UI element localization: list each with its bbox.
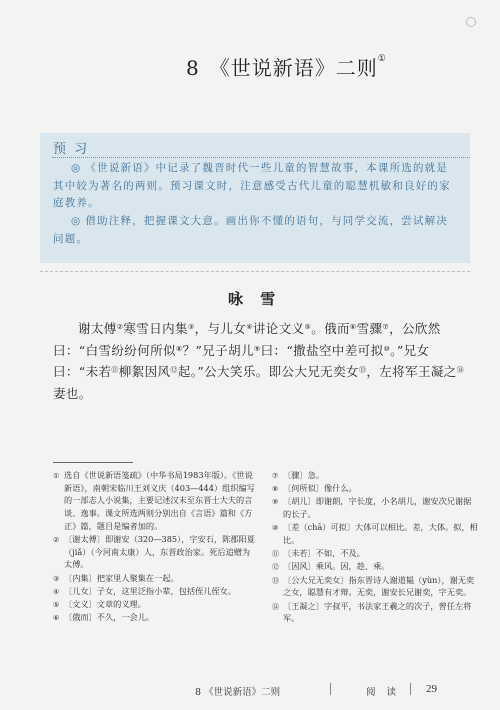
- page-number: 29: [426, 683, 437, 695]
- note-reference: ⑩: [383, 344, 391, 353]
- footnote: [53, 533, 258, 571]
- footnote-text: 〔未若〕不如，不及。: [283, 548, 365, 559]
- footnote-mark: ③: [53, 574, 60, 583]
- footnote-mark: ④: [53, 587, 60, 596]
- text-segment: 妻也。: [53, 385, 92, 401]
- footnote-text: 〔骤〕急。: [283, 470, 324, 480]
- note-reference: ⑭: [456, 366, 465, 374]
- note-reference: ④: [246, 323, 253, 331]
- text-segment: 谢太傅: [78, 321, 117, 336]
- text-segment: 寒雪日内集: [123, 321, 188, 336]
- footnote: [272, 482, 478, 495]
- footnote-text: 〔胡儿〕即谢朗，字长度，小名胡儿，谢安次兄谢据的长子。: [283, 496, 472, 520]
- lesson-title-text: 《世说新语》二则: [209, 56, 378, 80]
- note-reference: ⑧: [175, 344, 183, 353]
- note-reference: ③: [187, 323, 195, 331]
- note-reference: ⑫: [170, 366, 178, 374]
- footer-divider: [330, 683, 331, 695]
- footnote: [53, 585, 258, 598]
- footnote: [272, 521, 478, 546]
- footnote: [272, 547, 478, 560]
- note-reference: ⑪: [111, 366, 119, 374]
- footnote-text: 〔公大兄无奕女〕指东晋诗人谢道韫（yùn），谢无奕之女，聪慧有才辩。无奕，谢安长兄谢奕，字无奕。: [283, 574, 475, 598]
- text-segment: ，公欣然曰：“白雪纷纷何所似: [53, 321, 441, 358]
- footnotes-left-column: [53, 469, 258, 624]
- footnote-mark: ⑫: [272, 563, 279, 572]
- footnote-mark: ⑧: [272, 485, 279, 494]
- show-through-text: [255, 88, 335, 101]
- footer-section: 阅 读: [366, 687, 401, 698]
- text-segment: ，与儿女: [194, 321, 247, 336]
- page-footer: [0, 682, 500, 698]
- footer-lesson: 8 《世说新语》二则: [195, 687, 281, 698]
- footnote-text: 〔文义〕文章的义理。: [64, 599, 146, 610]
- footnote: [53, 469, 258, 533]
- footnote-text: 〔何所似〕像什么。: [283, 483, 357, 494]
- footnote-mark: ⑨: [272, 498, 279, 507]
- note-reference: ⑤: [304, 323, 312, 331]
- note-reference: ⑨: [253, 344, 261, 353]
- bullet-icon: ◎: [71, 215, 82, 227]
- title-note-mark: ①: [377, 54, 387, 64]
- lesson-title: [186, 52, 387, 81]
- lesson-number: 8: [186, 56, 200, 80]
- text-segment: 曰：“撒盐空中差可拟: [260, 342, 384, 358]
- note-reference: ⑦: [382, 323, 390, 331]
- footnote: [53, 572, 258, 585]
- footnote: [53, 611, 258, 624]
- footnotes-right-column: [272, 469, 478, 625]
- footer-divider: [410, 683, 411, 695]
- text-title: 咏 雪: [228, 290, 282, 308]
- text-segment: 。俄而: [311, 321, 350, 336]
- text-segment: ？”兄子胡儿: [182, 342, 254, 358]
- footnote: [272, 600, 478, 625]
- footnote-mark: ⑤: [53, 601, 60, 610]
- footnote-rule: [53, 462, 133, 463]
- text-segment: 柳絮因风: [118, 364, 171, 379]
- footnote-mark: ⑥: [53, 614, 60, 623]
- preview-paragraph: ◎ 借助注释，把握课文大意。画出你不懂的语句，与同学交流，尝试解决问题。: [53, 215, 449, 245]
- footnote-text: 〔儿女〕子女，这里泛指小辈，包括侄儿侄女。: [64, 585, 236, 596]
- text-segment: 。”兄女曰：“未若: [53, 342, 430, 379]
- note-reference: ②: [116, 323, 124, 331]
- footnote-text: 〔谢太傅〕即谢安（320—385），字安石，陈郡阳夏（jiǎ）（今河南太康）人，东晋政治家。死后追赠为太傅。: [64, 534, 255, 570]
- footnote-text: 〔俄而〕不久，一会儿。: [64, 612, 155, 623]
- footnote-mark: ⑪: [272, 550, 279, 559]
- footnote-mark: ②: [53, 536, 60, 545]
- footnote: [272, 469, 478, 482]
- footnote-text: 选自《世说新语笺疏》（中华书局1983年版）。《世说新语》，南朝宋临川王刘义庆（403—444）组织编写的一部志人小说集，主要记述汉末至东晋士大夫的言谈、逸事。课文所选两则分别出自《言语》篇和《方正》篇，题目是编者加的。: [64, 470, 255, 531]
- footnote-text: 〔内集〕把家里人聚集在一起。: [64, 572, 179, 583]
- footnote: [272, 574, 478, 599]
- footnote: [272, 495, 478, 520]
- note-reference: ⑥: [349, 323, 357, 331]
- preview-heading: 预 习: [53, 142, 90, 157]
- text-segment: 起。”公大笑乐。即公大兄无奕女: [177, 364, 359, 379]
- text-segment: 讲论文义: [252, 321, 305, 336]
- footnote-text: 〔王凝之〕字叔平，书法家王羲之的次子，曾任左将军。: [283, 600, 472, 624]
- text-segment: ，左将军王凝之: [366, 364, 457, 379]
- footnote-text: 〔差（chā）可拟〕大体可以相比。差，大体。拟，相比。: [283, 522, 478, 546]
- page-corner-mark: [466, 17, 476, 27]
- bullet-icon: ◎: [71, 162, 82, 174]
- footnote-mark: ⑩: [272, 524, 279, 533]
- note-reference: ⑬: [358, 366, 367, 374]
- footnote: [53, 598, 258, 611]
- preview-divider: [52, 157, 470, 158]
- footnote-text: 〔因风〕乘风。因，趁、乘。: [283, 561, 390, 572]
- footnote-mark: ⑭: [272, 602, 279, 611]
- footnote: [272, 560, 478, 573]
- text-segment: 雪骤: [356, 321, 383, 336]
- section-divider: [40, 271, 470, 272]
- footnote-mark: ⑬: [272, 576, 279, 585]
- footnote-mark: ①: [53, 472, 60, 480]
- text-body: [53, 318, 473, 404]
- footnote-mark: ⑦: [272, 472, 279, 480]
- preview-paragraph: ◎ 《世说新语》中记录了魏晋时代一些儿童的智慧故事，本课所选的就是其中较为著名的两则。预习课文时，注意感受古代儿童的聪慧机敏和良好的家庭教养。: [53, 162, 451, 209]
